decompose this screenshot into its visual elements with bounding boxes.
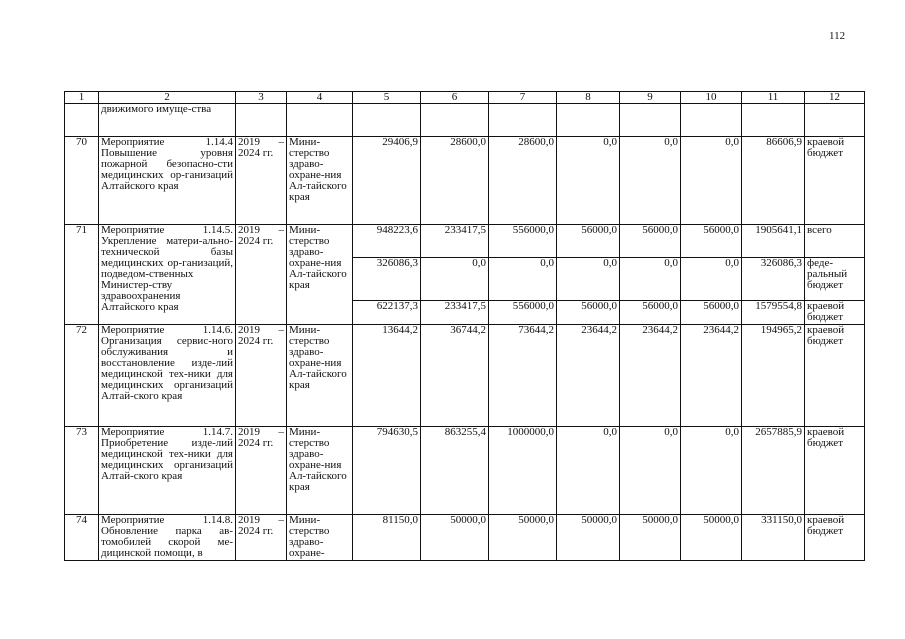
column-number-row [65,92,865,104]
amount-cell: 0,0 [620,427,681,515]
executor-cell: Мини-стерство здраво-охране- [287,515,353,561]
activity-cell: Мероприятие 1.14.4 Повышение уровня пожарной безопасно-сти медицинских ор-ганизаций Алтайского края [99,137,236,225]
activity-cell: Мероприятие 1.14.6. Организация сервис-ного обслуживания и восстановление изде-лий медицинской тех-ники для медицинских организаций Алтай-ского края [99,325,236,427]
funding-source-cell: краевой бюджет [805,301,865,325]
amount-cell: 948223,6 [353,225,421,258]
amount-cell: 556000,0 [489,301,557,325]
amount-cell: 81150,0 [353,515,421,561]
column-number: 10 [681,92,742,104]
amount-cell: 23644,2 [620,325,681,427]
amount-cell: 56000,0 [681,225,742,258]
funding-source-cell: краевой бюджет [805,427,865,515]
amount-cell: 56000,0 [620,301,681,325]
amount-cell: 56000,0 [681,301,742,325]
amount-cell: 1579554,8 [742,301,805,325]
amount-cell: 326086,3 [353,258,421,301]
table-row [65,325,865,427]
column-number: 9 [620,92,681,104]
activity-cell: Мероприятие 1.14.7. Приобретение изде-лий медицинской тех-ники для медицинских организаций Алтай-ского края [99,427,236,515]
period-cell: 2019 – 2024 гг. [236,137,287,225]
amount-cell: 23644,2 [681,325,742,427]
amount-cell: 56000,0 [557,301,620,325]
amount-cell: 0,0 [681,258,742,301]
column-number: 11 [742,92,805,104]
amount-cell: 622137,3 [353,301,421,325]
executor-cell: Мини-стерство здраво-охране-ния Ал-тайского края [287,225,353,325]
period-cell: 2019 – 2024 гг. [236,515,287,561]
amount-cell: 0,0 [421,258,489,301]
period-cell: 2019 – 2024 гг. [236,427,287,515]
amount-cell: 50000,0 [620,515,681,561]
amount-cell: 0,0 [557,137,620,225]
amount-cell: 86606,9 [742,137,805,225]
table-row [65,225,865,258]
row-number-cell: 72 [65,325,99,427]
amount-cell: 0,0 [620,258,681,301]
activity-cell: Мероприятие 1.14.5. Укрепление матери-ально-технической базы медицинских ор-ганизаций, подведом-ственных Министер-ству здравоохранения Алтайского края [99,225,236,325]
amount-cell: 56000,0 [557,225,620,258]
column-number: 5 [353,92,421,104]
period-cell: 2019 – 2024 гг. [236,225,287,325]
amount-cell: 28600,0 [421,137,489,225]
amount-cell: 73644,2 [489,325,557,427]
amount-cell: 56000,0 [620,225,681,258]
amount-cell: 0,0 [557,258,620,301]
amount-cell: 50000,0 [489,515,557,561]
amount-cell: 50000,0 [557,515,620,561]
column-number: 3 [236,92,287,104]
funding-source-cell: феде-ральный бюджет [805,258,865,301]
amount-cell: 23644,2 [557,325,620,427]
amount-cell: 794630,5 [353,427,421,515]
amount-cell: 194965,2 [742,325,805,427]
column-number: 2 [99,92,236,104]
amount-cell: 50000,0 [421,515,489,561]
table-row [65,515,865,561]
activity-cell: движимого имуще-ства [99,104,236,137]
column-number: 1 [65,92,99,104]
continuation-row [65,104,865,137]
executor-cell: Мини-стерство здраво-охране-ния Ал-тайского края [287,325,353,427]
funding-source-cell: краевой бюджет [805,515,865,561]
column-number: 12 [805,92,865,104]
period-cell: 2019 – 2024 гг. [236,325,287,427]
amount-cell: 13644,2 [353,325,421,427]
amount-cell: 326086,3 [742,258,805,301]
amount-cell: 29406,9 [353,137,421,225]
amount-cell: 28600,0 [489,137,557,225]
row-number-cell: 70 [65,137,99,225]
column-number: 6 [421,92,489,104]
activity-cell: Мероприятие 1.14.8. Обновление парка ав-томобилей скорой ме-дицинской помощи, в [99,515,236,561]
amount-cell: 50000,0 [681,515,742,561]
table-row [65,427,865,515]
amount-cell: 0,0 [489,258,557,301]
amount-cell: 0,0 [681,427,742,515]
column-number: 7 [489,92,557,104]
amount-cell: 1905641,1 [742,225,805,258]
amount-cell: 0,0 [681,137,742,225]
column-number: 8 [557,92,620,104]
amount-cell: 233417,5 [421,225,489,258]
row-number-cell: 71 [65,225,99,325]
funding-source-cell: краевой бюджет [805,137,865,225]
funding-source-cell: всего [805,225,865,258]
executor-cell: Мини-стерство здраво-охране-ния Ал-тайского края [287,427,353,515]
amount-cell: 863255,4 [421,427,489,515]
table-row [65,137,865,225]
amount-cell: 1000000,0 [489,427,557,515]
page-number: 112 [829,30,846,42]
row-number-cell: 74 [65,515,99,561]
budget-table [64,91,865,561]
amount-cell: 0,0 [557,427,620,515]
executor-cell: Мини-стерство здраво-охране-ния Ал-тайского края [287,137,353,225]
amount-cell: 0,0 [620,137,681,225]
amount-cell: 36744,2 [421,325,489,427]
amount-cell: 556000,0 [489,225,557,258]
column-number: 4 [287,92,353,104]
amount-cell: 2657885,9 [742,427,805,515]
row-number-cell: 73 [65,427,99,515]
amount-cell: 233417,5 [421,301,489,325]
amount-cell: 331150,0 [742,515,805,561]
funding-source-cell: краевой бюджет [805,325,865,427]
